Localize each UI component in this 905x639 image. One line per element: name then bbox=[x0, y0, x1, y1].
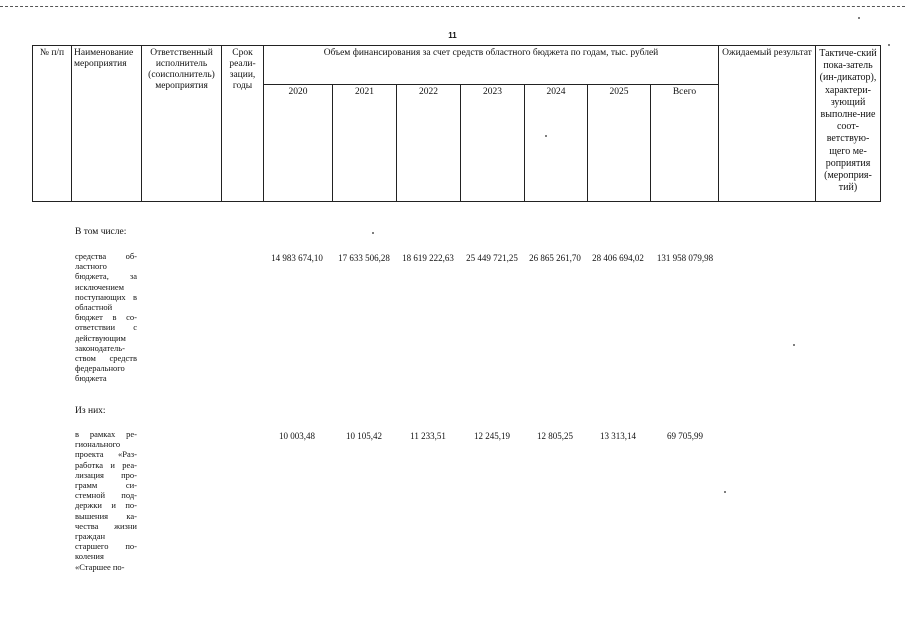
scan-speck bbox=[888, 44, 890, 46]
scan-speck bbox=[545, 135, 547, 137]
value-cell: 28 406 694,02 bbox=[592, 253, 644, 263]
value-total: 69 705,99 bbox=[667, 431, 703, 441]
col-year: 2025 bbox=[588, 85, 651, 202]
value-cell: 10 003,48 bbox=[279, 431, 315, 441]
value-cell: 17 633 506,28 bbox=[338, 253, 390, 263]
col-year: 2020 bbox=[264, 85, 333, 202]
scan-speck bbox=[724, 491, 726, 493]
scan-speck bbox=[858, 17, 860, 19]
value-cell: 12 805,25 bbox=[537, 431, 573, 441]
col-result: Ожидаемый результат bbox=[719, 46, 816, 202]
col-term: Срок реали-зации, годы bbox=[222, 46, 264, 202]
row-description: средства об-ластного бюджета, за исключением поступающих в областной бюджет в со-ответствии с действующим законодатель-ством средств федерального бюджета bbox=[75, 251, 137, 384]
value-cell: 14 983 674,10 bbox=[271, 253, 323, 263]
col-name: Наименование мероприятия bbox=[72, 46, 142, 202]
value-cell: 25 449 721,25 bbox=[466, 253, 518, 263]
col-funding: Объем финансирования за счет средств областного бюджета по годам, тыс. рублей bbox=[264, 46, 719, 85]
col-executor: Ответственный исполнитель (соисполнитель) мероприятия bbox=[142, 46, 222, 202]
value-cell: 11 233,51 bbox=[410, 431, 446, 441]
col-indicator: Тактиче-ский пока-затель (ин-дикатор), характери-зующий выполне-ние соот-ветствую-щего ме-роприятия (мероприя-тий) bbox=[816, 46, 881, 202]
page-number: 11 bbox=[448, 31, 457, 40]
value-total: 131 958 079,98 bbox=[656, 253, 714, 263]
col-year: 2024 bbox=[525, 85, 588, 202]
table-header bbox=[32, 45, 881, 202]
col-year: 2022 bbox=[397, 85, 461, 202]
scan-speck bbox=[372, 232, 374, 234]
value-cell: 10 105,42 bbox=[346, 431, 382, 441]
col-year: 2023 bbox=[461, 85, 525, 202]
value-cell: 18 619 222,63 bbox=[402, 253, 454, 263]
section-including: В том числе: bbox=[75, 227, 127, 237]
section-of-them: Из них: bbox=[75, 406, 106, 416]
row-description: в рамках ре-гионального проекта «Раз-работка и реа-лизация про-грамм си-стемной под-держки и по-вышения ка-чества жизни граждан старшего по-коления «Старшее по- bbox=[75, 429, 137, 572]
value-cell: 13 313,14 bbox=[600, 431, 636, 441]
col-total: Всего bbox=[651, 85, 719, 202]
value-cell: 12 245,19 bbox=[474, 431, 510, 441]
scan-speck bbox=[793, 344, 795, 346]
col-number: № п/п bbox=[33, 46, 72, 202]
scan-top-edge bbox=[0, 6, 905, 7]
value-cell: 26 865 261,70 bbox=[529, 253, 581, 263]
col-year: 2021 bbox=[333, 85, 397, 202]
